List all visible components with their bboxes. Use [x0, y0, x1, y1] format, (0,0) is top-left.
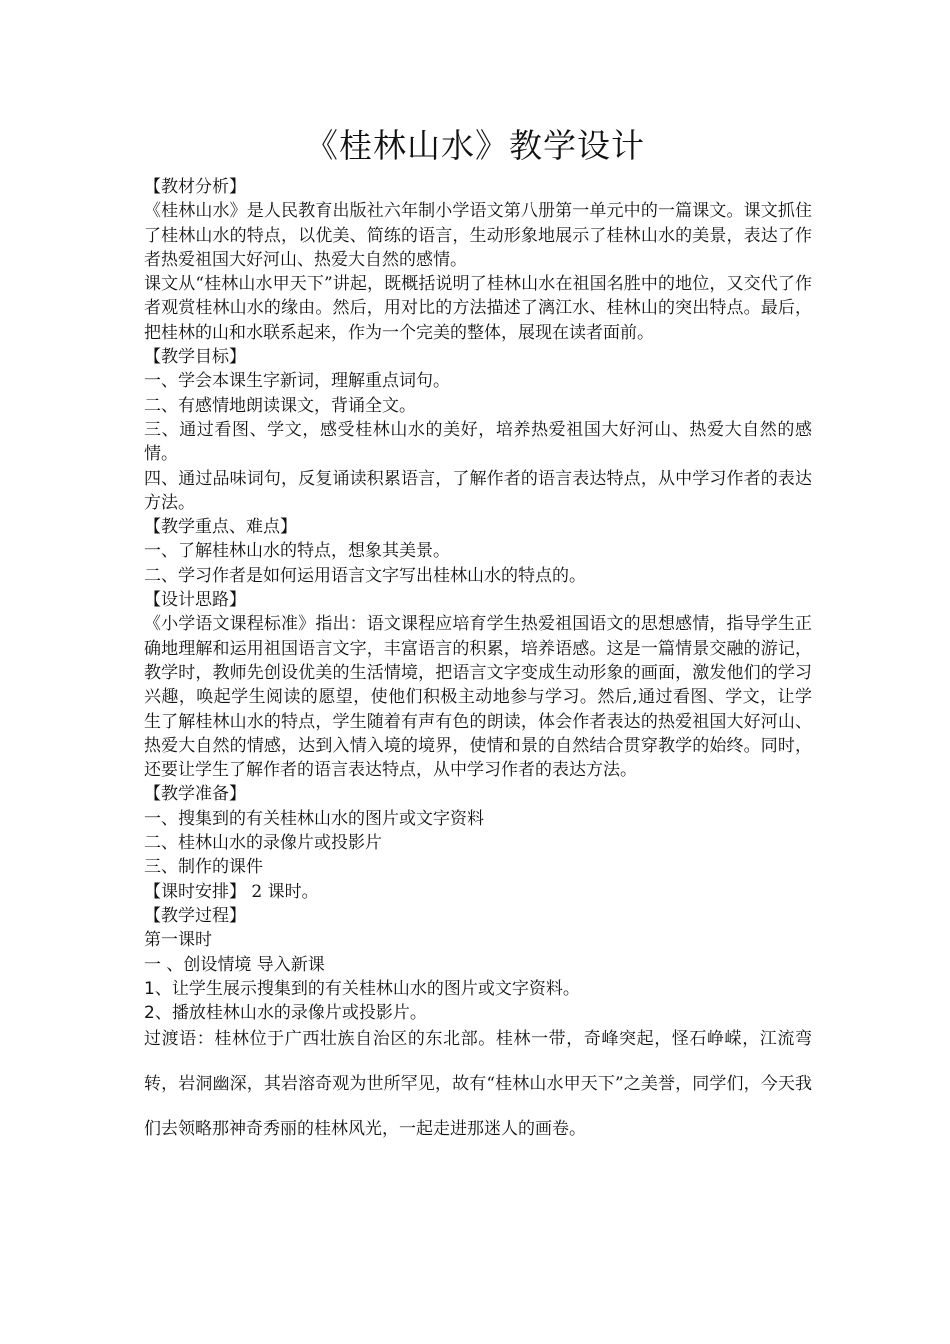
section-heading: 【设计思路】	[144, 590, 246, 611]
document-title: 《桂林山水》教学设计	[305, 126, 645, 165]
list-item: 三、制作的课件	[144, 857, 263, 878]
list-item: 二、学习作者是如何运用语言文字写出桂林山水的特点的。	[144, 565, 586, 586]
section-heading: 【教学过程】	[144, 905, 246, 926]
section-heading: 【教材分析】	[144, 177, 246, 197]
section-heading: 【教学准备】	[144, 784, 246, 805]
step-heading: 一 、创设情境 导入新课	[144, 954, 325, 975]
paragraph: 《小学语文课程标准》指出：语文课程应培育学生热爱祖国语文的思想感情，指导学生正确地理解和运用祖国语言文字，丰富语言的积累，培养语感。这是一篇情景交融的游记，教学时，教师先创设优美的生活情境，把语言文字变成生动形象的画面，激发他们的学习兴趣，唤起学生阅读的愿望，使他们积极主动地参与学习。然后,通过看图、学文，让学生了解桂林山水的特点，学生随着有声有色的朗读，体会作者表达的热爱祖国大好河山、热爱大自然的情感，达到入情入境的境界，使情和景的自然结合贯穿教学的始终。同时，还要让学生了解作者的语言表达特点，从中学习作者的表达方法。	[144, 614, 812, 781]
document-body	[144, 175, 812, 1152]
section-heading: 【课时安排】 2 课时。	[144, 881, 319, 902]
list-item: 一、学会本课生字新词，理解重点词句。	[144, 371, 450, 392]
list-item: 一、搜集到的有关桂林山水的图片或文字资料	[144, 808, 484, 829]
section-heading: 【教学重点、难点】	[144, 517, 297, 538]
section-heading: 【教学目标】	[144, 347, 246, 368]
list-item: 四、通过品味词句，反复诵读积累语言，了解作者的语言表达特点，从中学习作者的表达方法。	[144, 468, 812, 513]
paragraph: 课文从“桂林山水甲天下”讲起，既概括说明了桂林山水在祖国名胜中的地位，又交代了作者观赏桂林山水的缘由。然后，用对比的方法描述了漓江水、桂林山的突出特点。最后，把桂林的山和水联系起来，作为一个完美的整体，展现在读者面前。	[144, 274, 812, 343]
list-item: 二、桂林山水的录像片或投影片	[144, 833, 382, 854]
list-item: 1、让学生展示搜集到的有关桂林山水的图片或文字资料。	[144, 978, 580, 999]
list-item: 三、通过看图、学文，感受桂林山水的美好，培养热爱祖国大好河山、热爱大自然的感情。	[144, 419, 812, 465]
list-item: 一、了解桂林山水的特点，想象其美景。	[144, 541, 450, 562]
list-item: 2、播放桂林山水的录像片或投影片。	[144, 1003, 427, 1024]
paragraph: 《桂林山水》是人民教育出版社六年制小学语文第八册第一单元中的一篇课文。课文抓住了桂林山水的特点，以优美、简练的语言，生动形象地展示了桂林山水的美景，表达了作者热爱祖国大好河山、热爱大自然的感情。	[144, 201, 812, 270]
lesson-heading: 第一课时	[144, 930, 212, 951]
list-item: 二、有感情地朗读课文，背诵全文。	[144, 395, 416, 416]
transition-paragraph: 过渡语：桂林位于广西壮族自治区的东北部。桂林一带，奇峰突起，怪石峥嵘，江流弯转，岩洞幽深，其岩溶奇观为世所罕见，故有“桂林山水甲天下”之美誉，同学们，今天我们去领略那神奇秀丽的桂林风光，一起走进那迷人的画卷。	[144, 1029, 812, 1140]
